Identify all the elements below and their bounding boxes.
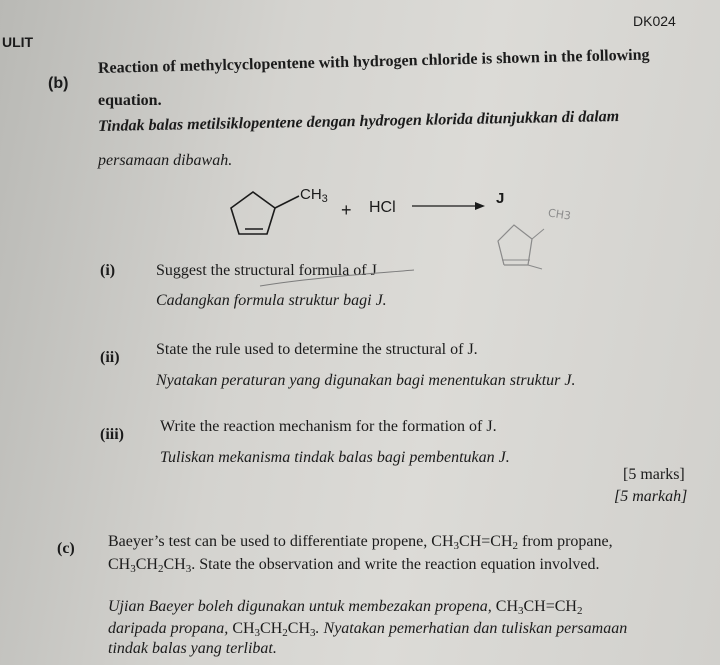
- question-i-number: (i): [100, 262, 116, 279]
- product-label: J: [496, 190, 505, 207]
- propana-formula: $CH_3CH_2CH_3$: [232, 620, 316, 639]
- part-c-ms-line1: Ujian Baeyer boleh digunakan untuk membezakan propena, $CH_3CH=CH_2$: [108, 598, 583, 617]
- question-ii-en: State the rule used to determine the structural of J.: [156, 341, 478, 358]
- part-b-en-line1: Reaction of methylcyclopentene with hydrogen chloride is shown in the following: [97, 46, 650, 77]
- propane-formula: $CH_3CH_2CH_3$: [108, 556, 192, 575]
- pencil-underline: [258, 264, 418, 290]
- plus-sign: +: [341, 200, 352, 220]
- question-iii-en: Write the reaction mechanism for the formation of J.: [160, 418, 497, 435]
- part-b-ms-line2: persamaan dibawah.: [98, 152, 233, 169]
- propene-formula: $CH_3CH=CH_2$: [431, 533, 518, 552]
- marks-en: [5 marks]: [623, 466, 685, 483]
- substituent-label: $CH_3$: [300, 186, 328, 205]
- part-c-ms-line3: tindak balas yang terlibat.: [108, 640, 277, 657]
- question-ii-number: (ii): [100, 349, 120, 366]
- document-code: DK024: [633, 13, 676, 29]
- reaction-arrow: [412, 200, 486, 212]
- propena-formula: $CH_3CH=CH_2$: [495, 598, 583, 617]
- part-c-label: (c): [57, 540, 75, 557]
- ulit-label: ULIT: [2, 34, 34, 50]
- reagent-label: HCl: [369, 199, 396, 216]
- part-c-ms-line2: daripada propana, $CH_3CH_2CH_3$. Nyatakan pemerhatian dan tuliskan persamaan: [108, 620, 628, 639]
- question-iii-ms: Tuliskan mekanisma tindak balas bagi pembentukan J.: [160, 449, 510, 466]
- part-b-label: (b): [48, 75, 69, 92]
- question-ii-ms: Nyatakan peraturan yang digunakan bagi menentukan struktur J.: [156, 372, 576, 389]
- question-i-ms: Cadangkan formula struktur bagi J.: [156, 292, 387, 309]
- marks-ms: [5 markah]: [614, 488, 688, 505]
- part-b-ms-line1: Tindak balas metilsiklopentene dengan hydrogen klorida ditunjukkan di dalam: [97, 107, 620, 135]
- question-iii-number: (iii): [100, 426, 124, 443]
- part-c-en-line1: Baeyer’s test can be used to differentiate propene, $CH_3CH=CH_2$ from propane,: [108, 533, 613, 552]
- part-b-en-line2: equation.: [98, 92, 162, 109]
- question-i-en: Suggest the structural formula of J: [156, 262, 377, 279]
- handwritten-note: CH3: [547, 206, 572, 223]
- part-c-en-line2: $CH_3CH_2CH_3$. State the observation and write the reaction equation involved.: [108, 556, 600, 575]
- methylcyclopentene-structure: [225, 188, 300, 240]
